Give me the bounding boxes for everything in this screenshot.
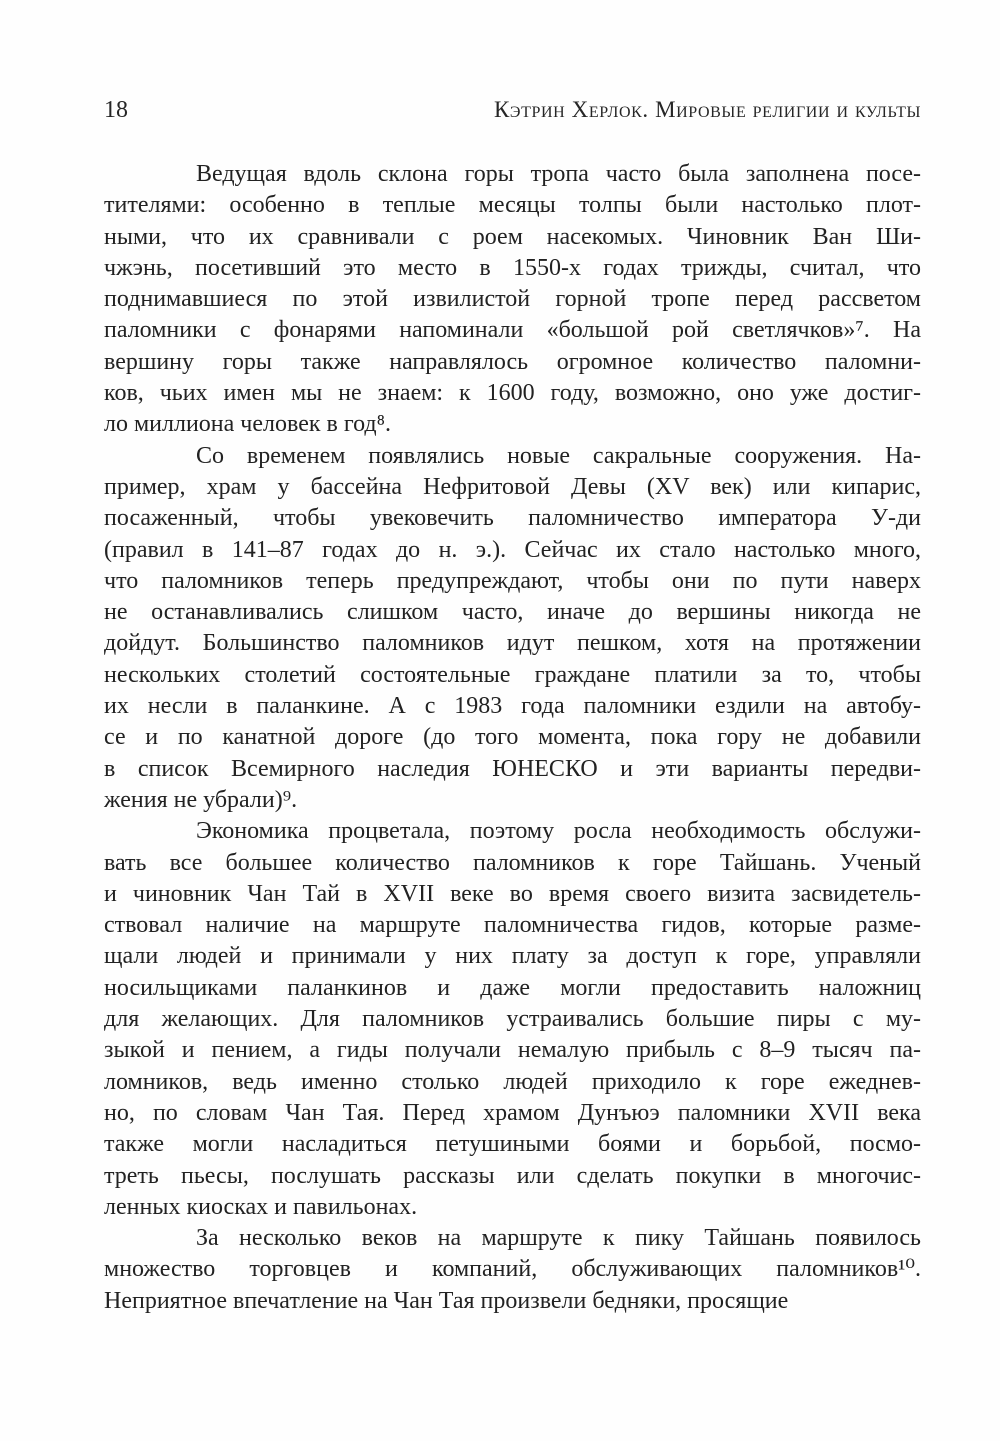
text-line: Ведущая вдоль склона горы тропа часто была заполнена посе- [196,161,921,187]
text-line: (правил в 141–87 годах до н. э.). Сейчас их стало настолько много, [104,536,921,563]
text-line: нескольких столетий состоятельные граждане платили за то, чтобы [104,661,921,688]
paragraph [104,159,921,441]
page-number: 18 [104,97,128,123]
text-line: зыкой и пением, а гиды получали немалую прибыль с 8–9 тысяч па- [104,1037,921,1064]
text-line: ломников, ведь именно столько людей приходило к горе ежеднев- [104,1068,921,1095]
text-line: но, по словам Чан Тая. Перед храмом Дунъюэ паломники XVII века [104,1099,921,1126]
text-line: вать все большее количество паломников к горе Тайшань. Ученый [104,849,921,876]
text-line: ков, чьих имен мы не знаем: к 1600 году, возможно, оно уже достиг- [104,380,921,407]
body-text [104,159,921,1317]
text-line: дойдут. Большинство паломников идут пешком, хотя на протяжении [104,630,921,657]
paragraph [104,441,921,817]
text-line: тителями: особенно в теплые месяцы толпы были настолько плот- [104,192,921,219]
text-line: За несколько веков на маршруте к пику Тайшань появилось [196,1225,921,1252]
text-line: поднимавшиеся по этой извилистой горной тропе перед рассветом [104,286,921,313]
text-line: также могли насладиться петушиными боями и борьбой, посмо- [104,1131,921,1158]
text-line: се и по канатной дороге (до того момента, пока гору не добавили [104,724,921,751]
text-block [104,97,921,1317]
text-line: и чиновник Чан Тай в XVII веке во время своего визита засвидетель- [104,880,921,907]
text-line: ло миллиона человек в год⁸. [104,411,391,438]
text-line: Неприятное впечатление на Чан Тая произвели бедняки, просящие [104,1287,789,1314]
text-line: что паломников теперь предупреждают, чтобы они по пути наверх [104,567,921,594]
text-line: ленных киосках и павильонах. [104,1193,418,1220]
text-line: жения не убрали)⁹. [104,786,298,813]
text-line: в список Всемирного наследия ЮНЕСКО и эти варианты передви- [104,755,921,782]
text-line: чжэнь, посетивший это место в 1550-х годах трижды, считал, что [104,254,921,281]
text-line: не останавливались слишком часто, иначе до вершины никогда не [104,599,921,626]
text-line: Со временем появлялись новые сакральные сооружения. На- [196,442,921,469]
text-line: посаженный, чтобы увековечить паломничество императора У-ди [104,505,921,532]
text-line: щали людей и принимали у них плату за доступ к горе, управляли [104,943,921,970]
paragraph [104,1223,921,1317]
text-line: ными, что их сравнивали с роем насекомых. Чиновник Ван Ши- [104,223,921,250]
running-title: Кэтрин Херлок. Мировые религии и культы [493,97,921,122]
text-line: носильщиками паланкинов и даже могли предоставить наложниц [104,974,921,1001]
text-line: ствовал наличие на маршруте паломничества гидов, которые разме- [104,912,921,939]
text-line: вершину горы также направлялось огромное количество паломни- [104,348,921,375]
text-line: их несли в паланкине. А с 1983 года паломники ездили на автобу- [104,693,921,720]
paragraph [104,816,921,1223]
text-line: Экономика процветала, поэтому росла необходимость обслужи- [196,818,921,845]
text-line: для желающих. Для паломников устраивались большие пиры с му- [104,1006,921,1033]
text-line: пример, храм у бассейна Нефритовой Девы (XV век) или кипарис, [104,473,921,500]
text-line: множество торговцев и компаний, обслуживающих паломников¹⁰. [104,1256,921,1283]
text-line: паломники с фонарями напоминали «большой рой светлячков»⁷. На [104,317,921,344]
text-line: треть пьесы, послушать рассказы или сделать покупки в многочис- [104,1162,921,1189]
running-head [104,97,921,123]
